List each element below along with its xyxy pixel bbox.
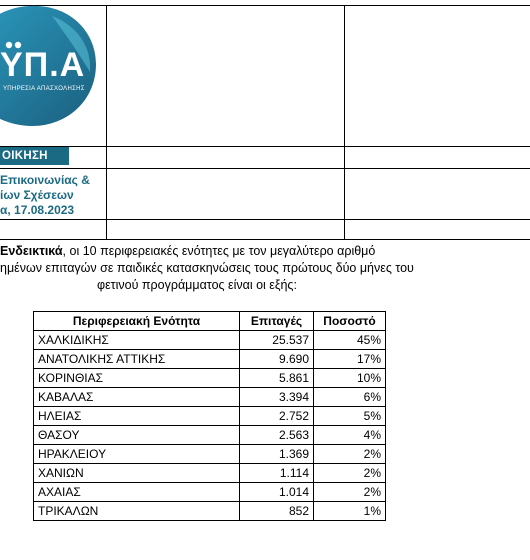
region-cell: ΑΝΑΤΟΛΙΚΗΣ ΑΤΤΙΚΗΣ	[34, 350, 240, 369]
region-cell: ΘΑΣΟΥ	[34, 426, 240, 445]
office-line: Επικοινωνίας &	[0, 173, 90, 187]
percentage-cell: 2%	[314, 445, 386, 464]
percentage-cell: 5%	[314, 407, 386, 426]
office-info	[0, 173, 106, 218]
vouchers-cell: 1.369	[240, 445, 314, 464]
table-row	[34, 445, 386, 464]
office-date: α, 17.08.2023	[0, 203, 75, 217]
table-row	[34, 483, 386, 502]
percentage-cell: 10%	[314, 369, 386, 388]
table-row	[34, 407, 386, 426]
table-row	[34, 350, 386, 369]
intro-line-1: , οι 10 περιφερειακές ενότητες με τον μεγαλύτερο αριθμό	[62, 244, 376, 258]
vouchers-cell: 25.537	[240, 331, 314, 350]
vouchers-cell: 1.014	[240, 483, 314, 502]
intro-line-3: φετινού προγράμματος είναι οι εξής:	[97, 278, 297, 292]
table-row	[34, 426, 386, 445]
region-cell: ΧΑΝΙΩΝ	[34, 464, 240, 483]
department-label: ΟΙΚΗΣΗ	[0, 147, 69, 165]
percentage-cell: 1%	[314, 502, 386, 521]
table-row	[34, 502, 386, 521]
percentage-cell: 2%	[314, 483, 386, 502]
column-header-vouchers: Επιταγές	[240, 312, 314, 331]
regional-units-table	[33, 311, 386, 521]
vouchers-cell: 1.114	[240, 464, 314, 483]
office-line: ίων Σχέσεων	[0, 188, 74, 202]
table-row	[34, 331, 386, 350]
grid-divider	[344, 5, 345, 240]
vouchers-cell: 5.861	[240, 369, 314, 388]
intro-bold-lead: Ενδεικτικά	[0, 244, 63, 258]
column-header-region: Περιφερειακή Ενότητα	[34, 312, 240, 331]
percentage-cell: 4%	[314, 426, 386, 445]
region-cell: ΗΡΑΚΛΕΙΟΥ	[34, 445, 240, 464]
percentage-cell: 45%	[314, 331, 386, 350]
table-row	[34, 464, 386, 483]
logo-tagline: ΥΠΗΡΕΣΙΑ ΑΠΑΣΧΟΛΗΣΗΣ	[3, 86, 85, 92]
column-header-percentage: Ποσοστό	[314, 312, 386, 331]
intro-line-2: ημένων επιταγών σε παιδικές κατασκηνώσεις τους πρώτους δύο μήνες του	[0, 261, 414, 275]
logo-wordmark: ΥΠ.Α	[0, 46, 86, 84]
grid-divider	[0, 219, 530, 220]
grid-divider	[0, 146, 530, 147]
region-cell: ΑΧΑΙΑΣ	[34, 483, 240, 502]
region-cell: ΚΟΡΙΝΘΙΑΣ	[34, 369, 240, 388]
vouchers-cell: 3.394	[240, 388, 314, 407]
table-row	[34, 388, 386, 407]
vouchers-cell: 9.690	[240, 350, 314, 369]
letterhead-grid	[0, 0, 530, 240]
percentage-cell: 2%	[314, 464, 386, 483]
table-row	[34, 369, 386, 388]
region-cell: ΤΡΙΚΑΛΩΝ	[34, 502, 240, 521]
vouchers-cell: 852	[240, 502, 314, 521]
vouchers-cell: 2.563	[240, 426, 314, 445]
grid-divider	[0, 239, 530, 240]
percentage-cell: 17%	[314, 350, 386, 369]
table-header-row	[34, 312, 386, 331]
vouchers-cell: 2.752	[240, 407, 314, 426]
grid-divider	[106, 5, 107, 240]
region-cell: ΧΑΛΚΙΔΙΚΗΣ	[34, 331, 240, 350]
grid-divider	[0, 168, 530, 169]
region-cell: ΗΛΕΙΑΣ	[34, 407, 240, 426]
percentage-cell: 6%	[314, 388, 386, 407]
region-cell: ΚΑΒΑΛΑΣ	[34, 388, 240, 407]
